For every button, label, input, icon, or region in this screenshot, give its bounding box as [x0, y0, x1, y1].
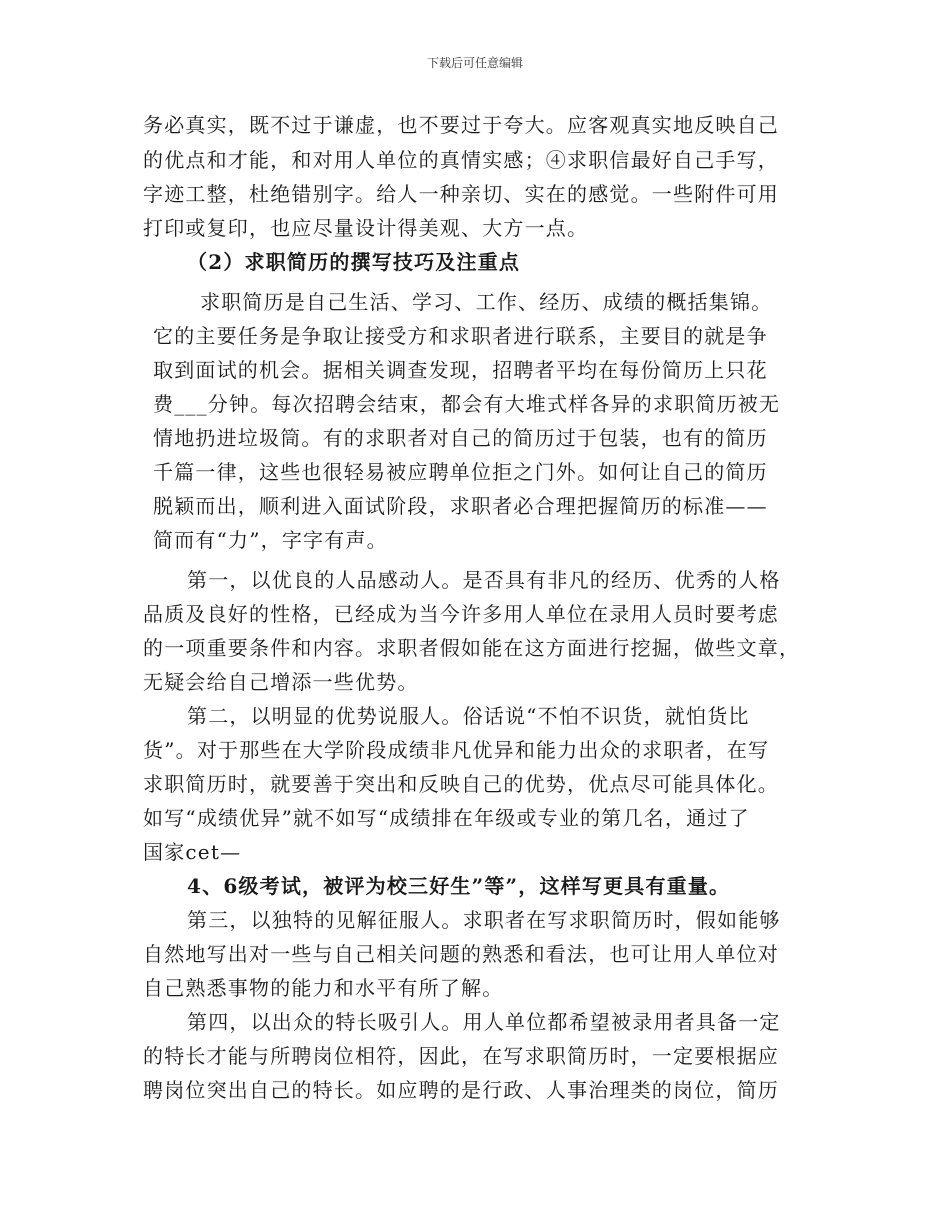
paragraph-line: 求职简历是自己生活、学习、工作、经历、成绩的概括集锦。 — [200, 290, 773, 314]
paragraph-line: 第一，以优良的人品感动人。是否具有非凡的经历、优秀的人格 — [187, 568, 781, 592]
paragraph-line: 打印或复印，也应尽量设计得美观、大方一点。 — [143, 216, 589, 240]
paragraph-line: 字迹工整，杜绝错别字。给人一种亲切、实在的感觉。一些附件可用 — [143, 182, 779, 206]
paragraph-line: 取到面试的机会。据相关调查发现，招聘者平均在每份简历上只花 — [153, 358, 768, 382]
paragraph-line: 如写“成绩优异”就不如写“成绩排在年级或专业的第几名，通过了 — [143, 806, 750, 830]
paragraph-line: 货”。对于那些在大学阶段成绩非凡优异和能力出众的求职者，在写 — [143, 738, 770, 762]
paragraph-line: 聘岗位突出自己的特长。如应聘的是行政、人事治理类的岗位，简历 — [143, 1078, 779, 1102]
paragraph-line: 的特长才能与所聘岗位相符，因此，在写求职简历时，一定要根据应 — [143, 1044, 779, 1068]
paragraph-line: 脱颖而出，顺利进入面试阶段，求职者必合理把握简历的标准—— — [153, 494, 768, 518]
paragraph-line: 无疑会给自己增添一些优势。 — [143, 670, 419, 694]
paragraph-line: 的优点和才能，和对用人单位的真情实感；④求职信最好自己手写， — [143, 148, 779, 172]
paragraph-line: 的一项重要条件和内容。求职者假如能在这方面进行挖掘，做些文章， — [143, 636, 801, 660]
paragraph-line: 国家cet— — [143, 840, 242, 864]
paragraph-line: 情地扔进垃圾筒。有的求职者对自己的简历过于包装，也有的简历 — [153, 426, 768, 450]
paragraph-line: 品质及良好的性格，已经成为当今许多用人单位在录用人员时要考虑 — [143, 602, 779, 626]
section-heading: （2）求职简历的撰写技巧及注重点 — [187, 250, 521, 274]
paragraph-line: 它的主要任务是争取让接受方和求职者进行联系，主要目的就是争 — [153, 324, 768, 348]
paragraph-line: 千篇一律，这些也很轻易被应聘单位拒之门外。如何让自己的简历 — [153, 460, 768, 484]
paragraph-line: 费___分钟。每次招聘会结束，都会有大堆式样各异的求职简历被无 — [153, 392, 781, 416]
paragraph-line: 第三，以独特的见解征服人。求职者在写求职简历时，假如能够 — [187, 908, 781, 932]
paragraph-line: 自己熟悉事物的能力和水平有所了解。 — [143, 976, 504, 1000]
paragraph-line: 务必真实，既不过于谦虚，也不要过于夸大。应客观真实地反映自己 — [143, 113, 779, 137]
page-header: 下载后可任意编辑 — [426, 56, 523, 70]
paragraph-line: 简而有“力”，字字有声。 — [153, 528, 388, 552]
paragraph-line: 第四，以出众的特长吸引人。用人单位都希望被录用者具备一定 — [187, 1010, 781, 1034]
bold-line: 4、6级考试，被评为校三好生”等”，这样写更具有重量。 — [187, 874, 731, 898]
paragraph-line: 自然地写出对一些与自己相关问题的熟悉和看法，也可让用人单位对 — [143, 942, 779, 966]
paragraph-line: 第二，以明显的优势说服人。俗话说“不怕不识货，就怕货比 — [187, 704, 750, 728]
paragraph-line: 求职简历时，就要善于突出和反映自己的优势，优点尽可能具体化。 — [143, 772, 779, 796]
